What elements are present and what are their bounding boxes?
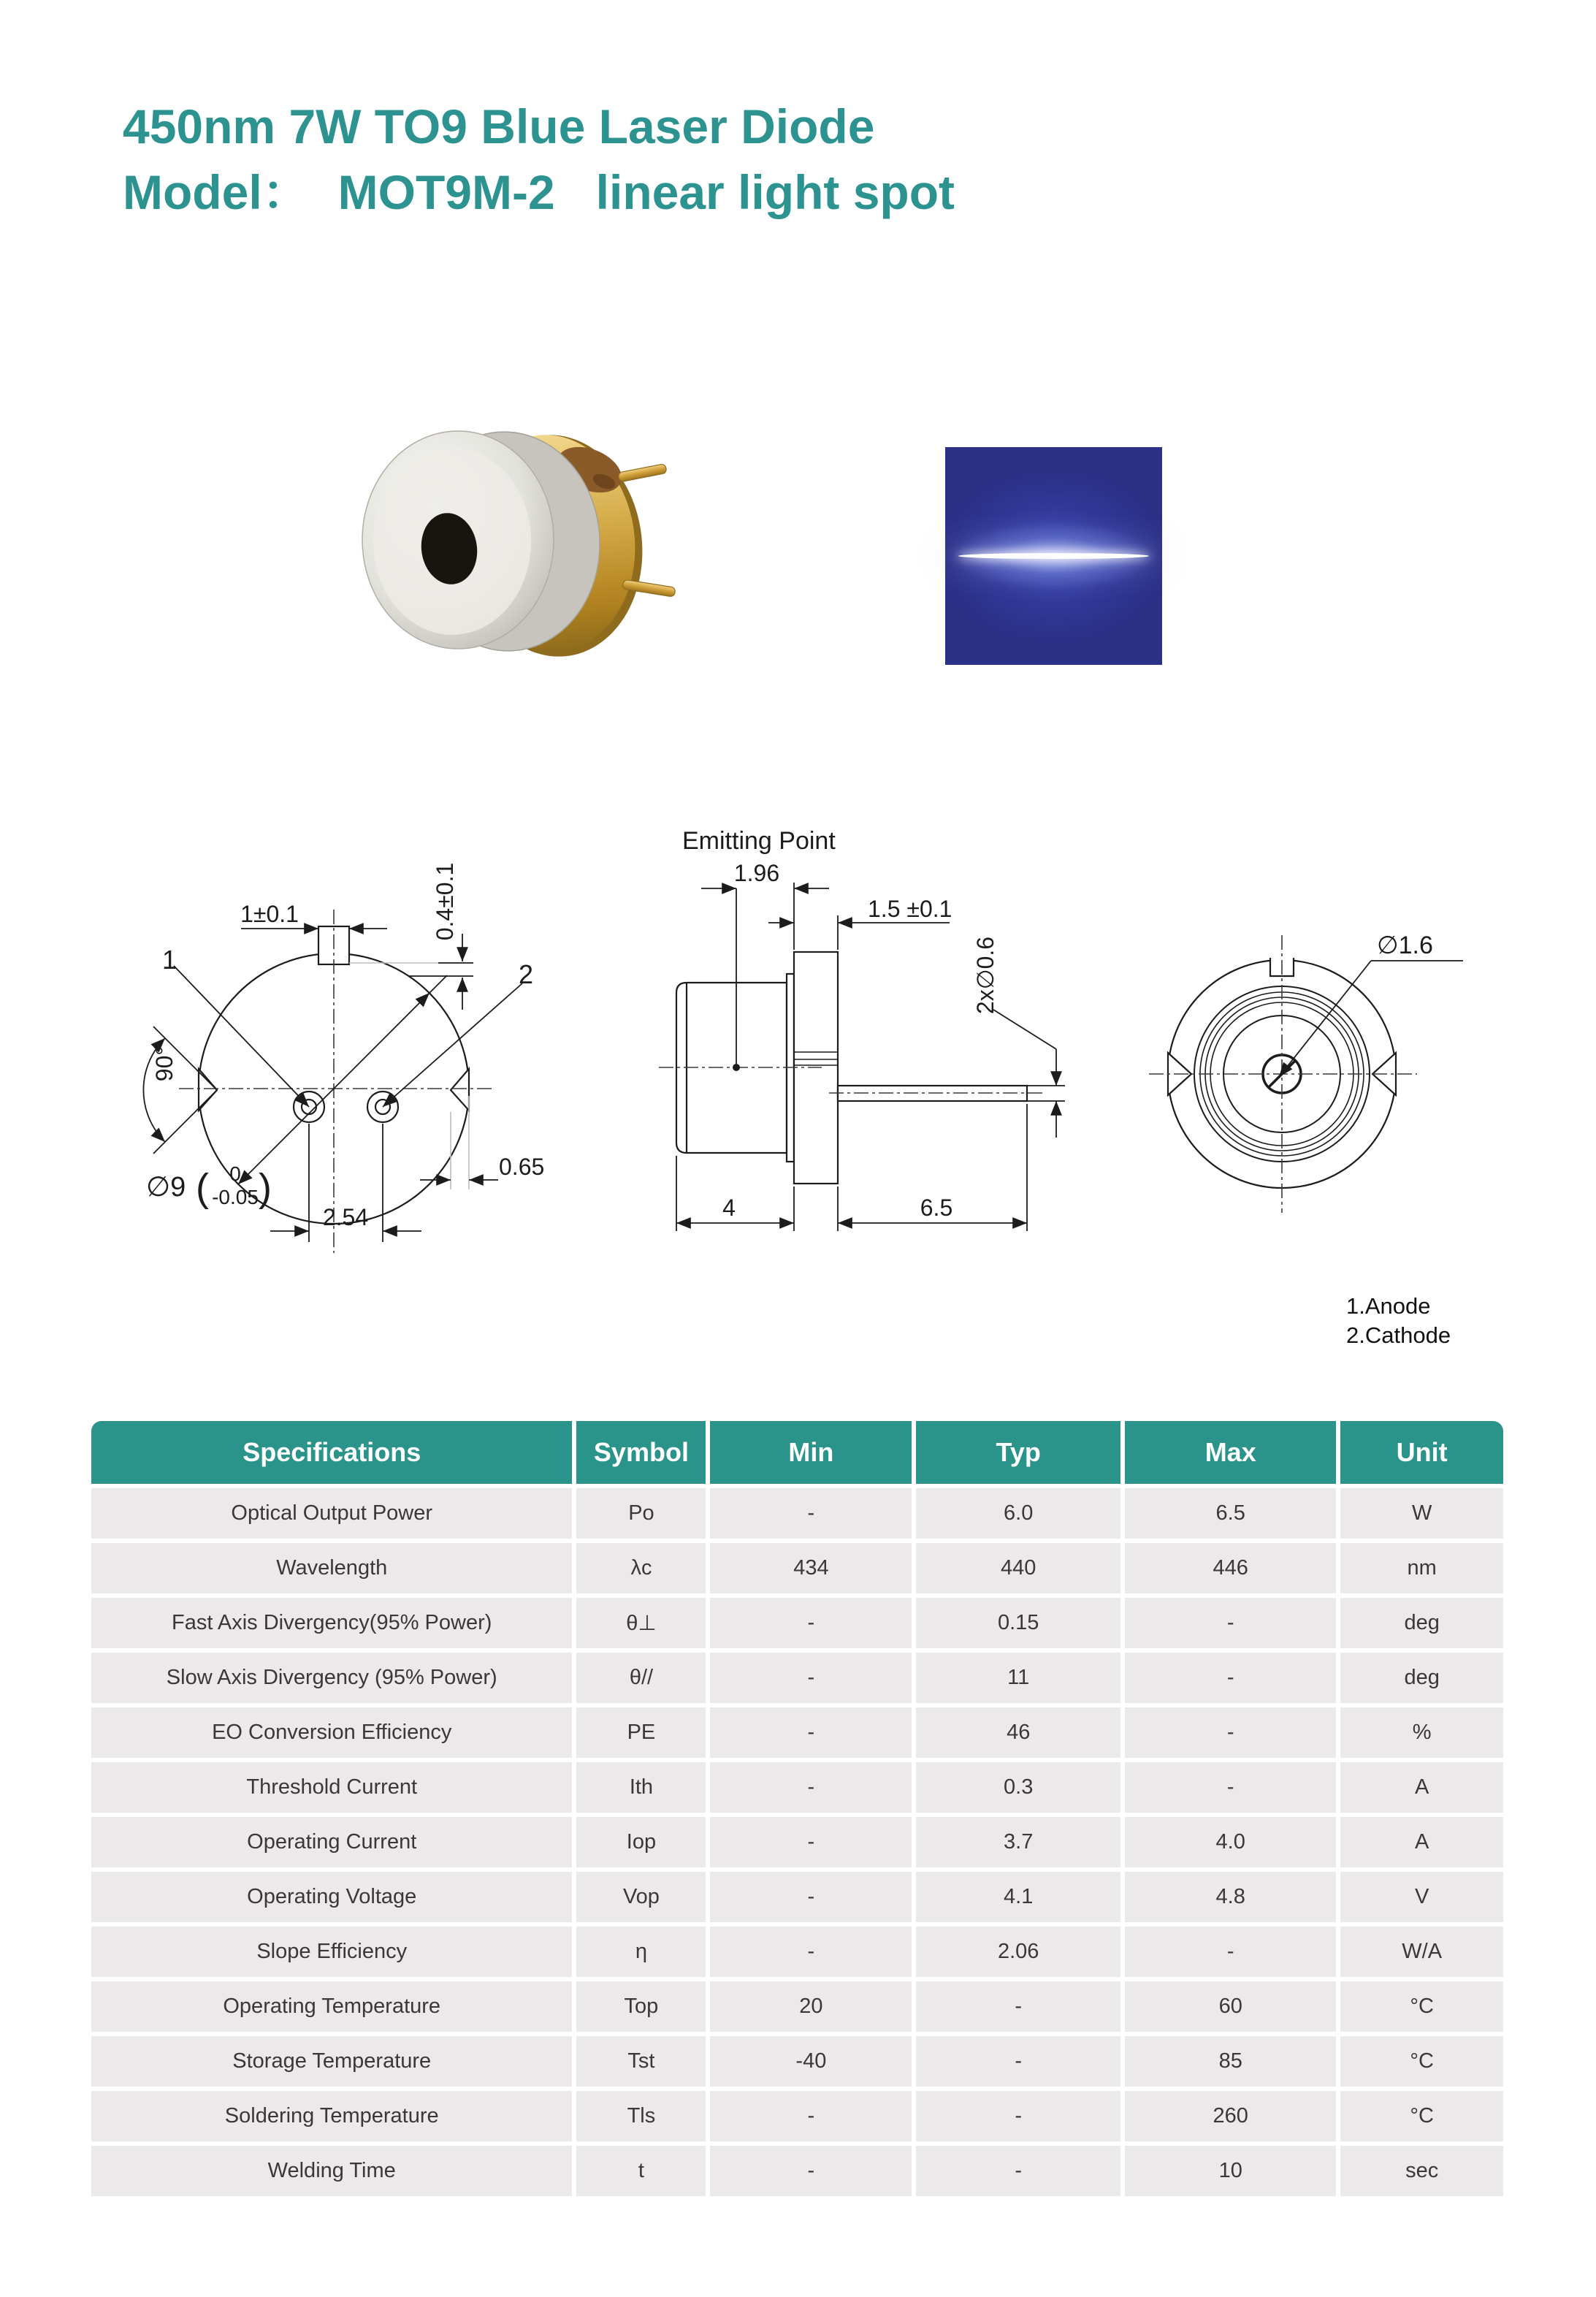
spec-value-cell: Tls <box>576 2091 706 2141</box>
spec-value-cell: 4.8 <box>1125 1872 1336 1922</box>
spec-table <box>87 1417 1508 2201</box>
svg-text:(: ( <box>196 1166 209 1210</box>
spec-value-cell: η <box>576 1927 706 1977</box>
pin1-label: 1 <box>162 945 177 975</box>
header-typ: Typ <box>916 1421 1120 1484</box>
back-view-drawing <box>1136 910 1479 1216</box>
spec-value-cell: λc <box>576 1543 706 1593</box>
svg-text:): ) <box>259 1166 272 1210</box>
spec-value-cell: 3.7 <box>916 1817 1120 1867</box>
table-row <box>91 2091 1503 2141</box>
spec-value-cell: 4.1 <box>916 1872 1120 1922</box>
spec-value-cell: - <box>916 2091 1120 2141</box>
spec-name-cell: Welding Time <box>91 2146 572 2196</box>
spec-value-cell: PE <box>576 1707 706 1758</box>
spec-value-cell: t <box>576 2146 706 2196</box>
spec-value-cell: - <box>710 1872 912 1922</box>
spec-value-cell: 434 <box>710 1543 912 1593</box>
spec-value-cell: 46 <box>916 1707 1120 1758</box>
dim-tab-width: 1±0.1 <box>240 901 299 927</box>
spec-name-cell: Wavelength <box>91 1543 572 1593</box>
spec-value-cell: °C <box>1340 2036 1503 2087</box>
table-row <box>91 1981 1503 2032</box>
spec-table-header-row <box>91 1421 1503 1484</box>
spec-value-cell: - <box>1125 1927 1336 1977</box>
spec-value-cell: Ith <box>576 1762 706 1813</box>
spec-name-cell: Threshold Current <box>91 1762 572 1813</box>
model-line <box>123 159 955 225</box>
spec-value-cell: 4.0 <box>1125 1817 1336 1867</box>
spec-value-cell: - <box>916 1981 1120 2032</box>
spec-value-cell: 85 <box>1125 2036 1336 2087</box>
spec-value-cell: A <box>1340 1817 1503 1867</box>
spec-name-cell: Fast Axis Divergency(95% Power) <box>91 1598 572 1648</box>
spec-value-cell: V <box>1340 1872 1503 1922</box>
pin-note-cathode: 2.Cathode <box>1346 1322 1451 1348</box>
table-row <box>91 1872 1503 1922</box>
table-row <box>91 2036 1503 2087</box>
spec-value-cell: 10 <box>1125 2146 1336 2196</box>
spec-value-cell: A <box>1340 1762 1503 1813</box>
spec-value-cell: sec <box>1340 2146 1503 2196</box>
spec-value-cell: 6.5 <box>1125 1488 1336 1539</box>
pin-notes <box>1346 1292 1451 1350</box>
header-min: Min <box>710 1421 912 1484</box>
spec-value-cell: 0.3 <box>916 1762 1120 1813</box>
spec-name-cell: EO Conversion Efficiency <box>91 1707 572 1758</box>
spec-value-cell: - <box>1125 1762 1336 1813</box>
spec-value-cell: W <box>1340 1488 1503 1539</box>
spec-value-cell: - <box>710 1927 912 1977</box>
svg-text:0: 0 <box>229 1162 241 1185</box>
spec-value-cell: Iop <box>576 1817 706 1867</box>
table-row <box>91 1653 1503 1703</box>
product-title: 450nm 7W TO9 Blue Laser Diode <box>123 99 875 153</box>
spec-value-cell: - <box>710 1598 912 1648</box>
spec-name-cell: Storage Temperature <box>91 2036 572 2087</box>
dim-flange-thickness: 1.5 ±0.1 <box>868 896 952 922</box>
svg-text:∅9: ∅9 <box>146 1172 186 1203</box>
header-unit: Unit <box>1340 1421 1503 1484</box>
model-label: Model： <box>123 165 310 219</box>
dim-cap-length: 4 <box>722 1195 736 1221</box>
spec-value-cell: - <box>710 1707 912 1758</box>
spec-value-cell: 440 <box>916 1543 1120 1593</box>
dim-angle: 90° <box>151 1045 177 1082</box>
spec-value-cell: - <box>710 2091 912 2141</box>
dim-emit-offset: 1.96 <box>733 860 780 886</box>
spec-value-cell: - <box>1125 1598 1336 1648</box>
table-row <box>91 2146 1503 2196</box>
table-row <box>91 1543 1503 1593</box>
spec-value-cell: Po <box>576 1488 706 1539</box>
pin-note-anode: 1.Anode <box>1346 1293 1431 1319</box>
spec-value-cell: - <box>1125 1707 1336 1758</box>
spec-name-cell: Optical Output Power <box>91 1488 572 1539</box>
spec-name-cell: Operating Voltage <box>91 1872 572 1922</box>
pin2-label: 2 <box>519 959 534 989</box>
dim-pin-pitch: 2.54 <box>322 1204 369 1230</box>
spec-value-cell: 20 <box>710 1981 912 2032</box>
spec-value-cell: - <box>916 2036 1120 2087</box>
spec-value-cell: 60 <box>1125 1981 1336 2032</box>
emitting-point-caption: Emitting Point <box>682 827 836 855</box>
spec-value-cell: -40 <box>710 2036 912 2087</box>
spec-value-cell: % <box>1340 1707 1503 1758</box>
table-row <box>91 1817 1503 1867</box>
header-symbol: Symbol <box>576 1421 706 1484</box>
spec-value-cell: - <box>710 1762 912 1813</box>
spec-value-cell: °C <box>1340 1981 1503 2032</box>
page-title <box>123 94 955 225</box>
model-tagline: linear light spot <box>595 165 955 219</box>
spec-value-cell: 2.06 <box>916 1927 1120 1977</box>
spec-value-cell: θ// <box>576 1653 706 1703</box>
light-spot-line <box>958 553 1149 559</box>
dim-tab-depth: 0.4±0.1 <box>432 862 458 941</box>
spec-value-cell: - <box>710 1653 912 1703</box>
light-spot-image <box>945 447 1162 665</box>
model-value: MOT9M-2 <box>337 165 555 219</box>
spec-name-cell: Soldering Temperature <box>91 2091 572 2141</box>
spec-name-cell: Operating Temperature <box>91 1981 572 2032</box>
spec-value-cell: - <box>1125 1653 1336 1703</box>
spec-value-cell: °C <box>1340 2091 1503 2141</box>
spec-value-cell: deg <box>1340 1598 1503 1648</box>
spec-value-cell: 260 <box>1125 2091 1336 2141</box>
spec-value-cell: θ⊥ <box>576 1598 706 1648</box>
dim-pin-diameter: 2x∅0.6 <box>972 936 999 1015</box>
table-row <box>91 1488 1503 1539</box>
table-row <box>91 1707 1503 1758</box>
dim-aperture: ∅1.6 <box>1377 932 1433 959</box>
front-view-drawing <box>124 840 562 1264</box>
spec-name-cell: Slope Efficiency <box>91 1927 572 1977</box>
spec-value-cell: Top <box>576 1981 706 2032</box>
diode-photo <box>332 405 676 698</box>
header-specifications: Specifications <box>91 1421 572 1484</box>
diode-photo-illustration <box>332 405 676 698</box>
spec-value-cell: 6.0 <box>916 1488 1120 1539</box>
spec-value-cell: nm <box>1340 1543 1503 1593</box>
spec-value-cell: - <box>710 2146 912 2196</box>
emitting-point-dot <box>733 1064 740 1071</box>
header-max: Max <box>1125 1421 1336 1484</box>
spec-value-cell: deg <box>1340 1653 1503 1703</box>
table-row <box>91 1598 1503 1648</box>
spec-value-cell: - <box>710 1817 912 1867</box>
dim-pin-length: 6.5 <box>920 1195 953 1221</box>
dim-notch-offset: 0.65 <box>499 1154 545 1180</box>
spec-value-cell: 11 <box>916 1653 1120 1703</box>
spec-name-cell: Slow Axis Divergency (95% Power) <box>91 1653 572 1703</box>
spec-value-cell: W/A <box>1340 1927 1503 1977</box>
spec-name-cell: Operating Current <box>91 1817 572 1867</box>
side-view-drawing <box>650 818 1103 1242</box>
spec-table-body <box>91 1488 1503 2196</box>
aperture-leader <box>1268 961 1463 1088</box>
svg-text:-0.05: -0.05 <box>212 1186 259 1208</box>
spec-value-cell: - <box>916 2146 1120 2196</box>
spec-value-cell: 446 <box>1125 1543 1336 1593</box>
spec-value-cell: - <box>710 1488 912 1539</box>
table-row <box>91 1927 1503 1977</box>
extension-lines-gray <box>349 963 469 1189</box>
spec-value-cell: Tst <box>576 2036 706 2087</box>
spec-value-cell: 0.15 <box>916 1598 1120 1648</box>
table-row <box>91 1762 1503 1813</box>
spec-value-cell: Vop <box>576 1872 706 1922</box>
